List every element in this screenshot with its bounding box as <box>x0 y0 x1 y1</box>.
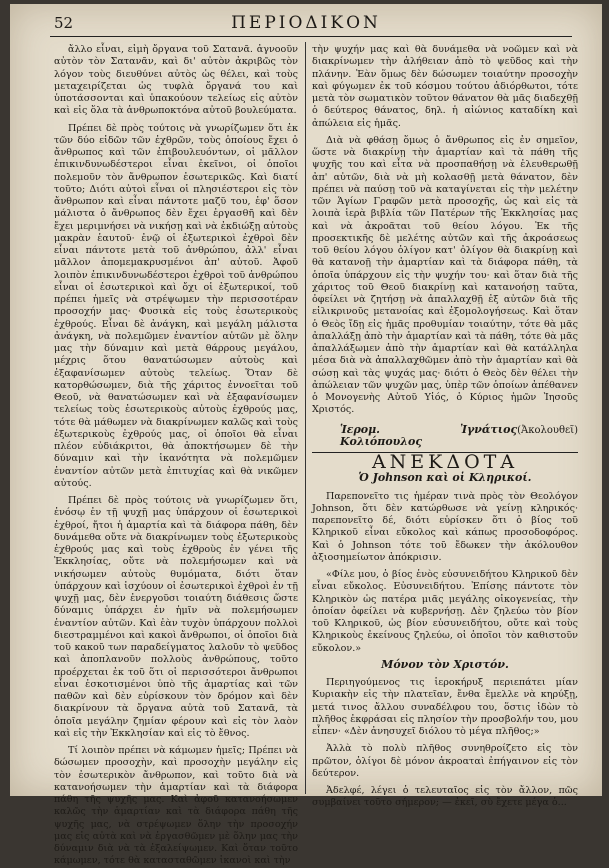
left-paragraph: Τί λοιπὸν πρέπει νὰ κάμωμεν ἡμεῖς; Πρέπει νὰ δώσωμεν προσοχὴν, καὶ προσοχὴν μεγάλην εἰς τὸν ἐσωτερικὸν ἄνθρωπον, καὶ τοῦτο διὰ νὰ κατανοήσωμεν τὴν ἁμαρτίαν καὶ τὰ διάφορα πάθη τῆς ψυχῆς μας. Καὶ ἀφοῦ κατανοήσωμεν καλῶς τὴν ἁμαρτίαν καὶ τὰ διάφορα πάθη τῆς ψυχῆς μας, νὰ στρέψωμεν ὅλην τὴν προσοχήν μας εἰς αὐτὰ καὶ νὰ ἐργασθῶμεν μὲ ὅλην μας τὴν δύναμιν διὰ νὰ τὰ ἐξαλείψωμεν. Καὶ ὅταν τοῦτο κάμωμεν, τότε θὰ κατασταθῶμεν ἱκανοὶ καὶ τὴν <box>54 745 298 867</box>
journal-title: ΠΕΡΙΟΔΙΚΟΝ <box>231 13 381 33</box>
anecdote-paragraph: Περιηγούμενος τις ἱεροκήρυξ περιεπάτει μίαν Κυριακὴν εἰς τὴν πλατεῖαν, ἔνθα ἔμελλε νὰ κηρύξῃ, μετά τινος ἄλλου συναδέλφου του, ὅστις ἰδὼν τὸ πλῆθος ἐκφράσαι εἰς πλησίον τὴν προσβολήν του, μου εἶπεν· «Δὲν ἀνησυχεῖ διόλου τὸ μέγα πλῆθος;» <box>312 677 578 737</box>
left-column <box>54 44 298 868</box>
anecdote-title: Ὁ Johnson καὶ οἱ Κληρικοί. <box>358 471 532 485</box>
left-paragraph: Πρέπει δὲ πρὸς τούτοις νὰ γνωρίζωμεν ὅτι, ἐνόσῳ ἐν τῇ ψυχῇ μας ὑπάρχουν οἱ ἐσωτερικοὶ ἐχθροί, ἤτοι ἡ ἁμαρτία καὶ τὰ διάφορα πάθη, δὲν δυνάμεθα οὔτε νὰ διακρίνωμεν τοὺς ἐξωτερικοὺς ἐχθρούς μας καὶ τοὺς ἐχθροὺς ἐν γένει τῆς Ἐκκλησίας, οὔτε νὰ πολεμήσωμεν καὶ νὰ νικήσωμεν αὐτοὺς θυμόματα, διότι ὅταν ὑπάρχουν καὶ ἰσχύουν οἱ ἐσωτερικοὶ ἐχθροὶ ἐν τῇ ψυχῇ μας, δὲν ἐνεργοῦσι τοιαύτη διάθεσις ὥστε δύναμις ὑπάρχει ἐν ἡμῖν νὰ πολεμήσωμεν ἐναντίον αὐτῶν. Καὶ ἐὰν τυχὸν ὑπάρχουν πολλοὶ διεστραμμένοι καὶ κακοὶ ἄνθρωποι, οἱ ὁποῖοι διὰ τοῦ κακοῦ των παραδείγματος λαλοῦν τὸ ψεῦδος καὶ ἀποπλανοῦν πολλοὺς ἀνθρώπους, τοῦτο προέρχεται ἐκ τοῦ ὅτι οἱ περισσότεροι ἄνθρωποι εἶναι ἐσκοτισμένοι ὑπὸ τῆς ἁμαρτίας καὶ τῶν παθῶν καὶ δὲν εὑρίσκουν τὸν δρόμον καὶ δὲν διακρίνουν τὰ ὄργανα αὐτὰ τοῦ Σατανᾶ, τὰ ὁποῖα μεγάλην ζημίαν φέρουν καὶ εἰς τὸν λαὸν καὶ εἰς τὴν Ἐκκλησίαν καὶ εἰς τὸ ἔθνος. <box>54 495 298 739</box>
section-heading: ΑΝΕΚΔΟΤΑ <box>371 451 519 473</box>
left-paragraph: Πρέπει δὲ πρὸς τούτοις νὰ γνωρίζωμεν ὅτι ἐκ τῶν δύο εἰδῶν τῶν ἐχθρῶν, τοὺς ὁποίους ἔχει ὁ ἄνθρωπος καὶ τῶν ἐπιβουλευόντων, οἱ μᾶλλον ἐπικινδυνωδέστεροι εἶναι ἐκεῖνοι, οἱ ὁποῖοι πολεμοῦν τὸν ἄνθρωπον ἐσωτερικῶς. Καὶ διατί τοῦτο; Διότι αὐτοὶ εἶναι οἱ πλησιέστεροι εἰς τὸν ἄνθρωπον καὶ εἶναι πάντοτε μαζῦ του, ἐφ' ὅσον μάλιστα ὁ ἄνθρωπος δὲν ἔχει ἐργασθῆ καὶ δὲν ἔχει μεριμνήσει νὰ νικήσῃ καὶ νὰ ἐκδιώξῃ αὐτοὺς μακρὰν ἑαυτοῦ· ἐνῷ οἱ ἐξωτερικοὶ ἐχθροὶ δὲν εἶναι πάντοτε μετὰ τοῦ ἀνθρώπου, ἀλλ' εἶναι μᾶλλον ἀπομεμακρυσμένοι ἀπ' αὐτοῦ. Ἀφοῦ λοιπὸν ἐπικινδυνωδέστεροι ἐχθροὶ τοῦ ἀνθρώπου εἶναι οἱ ἐσωτερικοὶ καὶ ὄχι οἱ ἐξωτερικοί, τοῦ πρέπει ἡμεῖς νὰ στρέψωμεν τὴν περισσοτέραν προσοχήν μας· Φυσικὰ εἰς τοὺς ἐσωτερικοὺς ἐχθρούς. Εἶναι δὲ ἀνάγκη, καὶ μεγάλη μάλιστα ἀνάγκη, νὰ πολεμῶμεν ἐναντίον αὐτῶν μὲ ὅλην μας τὴν δύναμιν καὶ μετὰ θάρρους μεγάλου, μέχρις ὅτου θανατώσωμεν αὐτοὺς καὶ ἐξαφανίσωμεν αὐτοὺς τελείως. Ὅταν δὲ κατορθώσωμεν, διὰ τῆς χάριτος ἐννοεῖται τοῦ Θεοῦ, νὰ θανατώσωμεν καὶ νὰ ἐξαφανίσωμεν τελείως τοὺς ἐσωτερικοὺς αὐτοὺς ἐχθρούς μας, τότε θὰ μάθωμεν νὰ διακρίνωμεν καλῶς καὶ τοὺς ἐξωτερικοὺς ἐχθρούς μας, οἱ ὁποῖοι θὰ εἶναι πλέον εὐδιάκριτοι, θὰ ἀποκτήσωμεν δὲ τὴν δύναμιν καὶ τὴν ἱκανότητα νὰ πολεμῶμεν ἐναντίον αὐτῶν μετὰ ἐπιτυχίας καὶ θὰ νικῶμεν αὐτούς. <box>54 122 298 489</box>
continued-note: (Ἀκολουθεῖ) <box>517 424 578 436</box>
right-paragraph: τὴν ψυχήν μας καὶ θὰ δυνάμεθα νὰ νοῶμεν καὶ νὰ διακρίνωμεν τὴν ἀλήθειαν ἀπὸ τὸ ψεῦδος καὶ τὴν πλάνην. Ἐὰν ὅμως δὲν δώσωμεν τοιαύτην προσοχὴν καὶ φύγωμεν ἐκ τοῦ κόσμου τούτου ἀδιόρθωτοι, τότε μετὰ τὸν σωματικὸν τοῦτον θάνατον θὰ μᾶς διαδεχθῇ ὁ δεύτερος θάνατος, δηλ. ἡ αἰώνιος καταδίκη καὶ ἀπώλεια εἰς ἡμᾶς. <box>312 44 578 129</box>
column-divider <box>305 42 306 794</box>
newspaper-page <box>10 4 602 867</box>
anecdote-paragraph: Ἀλλὰ τὸ πολὺ πλῆθος συνηθροίζετο εἰς τὸν πρῶτον, ὀλίγοι δὲ μόνον ἀκροαταὶ ἐπήγαινον εἰς τὸν δεύτερον. <box>312 743 578 779</box>
anecdote-paragraph: Ἀδελφέ, λέγει ὁ τελευταῖος εἰς τὸν ἄλλον, πῶς συμβαίνει τοῦτο σήμερον; — ἐκεῖ, σὺ ἔχετε μέγα ὁ... <box>312 785 578 809</box>
author-name: Ἱερομ. Ἰγνάτιος Κολιόπουλος <box>340 422 518 448</box>
article-signature <box>312 424 578 449</box>
anecdote-title: Μόνον τὸν Χριστόν. <box>381 657 509 671</box>
right-column <box>312 44 578 810</box>
anecdote-paragraph: «Φίλε μου, ὁ βίος ἑνὸς εὐσυνειδήτου Κληρικοῦ δὲν εἶναι εὔκολος. Εὐσυνειδήτου. Ἐπίσης πάντοτε τὸν Κληρικὸν ὡς πατέρα μιᾶς μεγάλης οἰκογενείας, τὴν ὁποίαν ὀφείλει νὰ κυβερνήσῃ. Δὲν ζηλεύω τὸν βίον τοῦ Κληρικοῦ, ὡς βίον εὐσυνειδήτου, οὔτε καὶ τοὺς Κληρικοὺς ἐκείνους ζηλεύω, οἱ ὁποῖοι τὸν καθιστοῦν εὔκολον.» <box>312 569 578 654</box>
page-header <box>10 4 602 38</box>
right-paragraph: Διὰ νὰ φθάσῃ ὅμως ὁ ἄνθρωπος εἰς ἐν σημεῖον, ὥστε νὰ διακρίνῃ τὴν ἁμαρτίαν καὶ τὰ πάθη τῆς ψυχῆς του καὶ εἶτα νὰ προσπαθήσῃ νὰ ἐλευθερωθῇ ἀπ' αὐτῶν, διὰ νὰ μὴ κολασθῇ μετὰ θάνατον, δὲν πρέπει νὰ παύσῃ τοῦ νὰ καταγίνεται εἰς τὴν μελέτην τῶν Ἁγίων Γραφῶν μετὰ προσοχῆς, ὡς καὶ εἰς τὰ λοιπὰ ἱερὰ βιβλία τῶν Πατέρων τῆς Ἐκκλησίας μας καὶ νὰ ἀκροᾶται τοῦ θείου λόγου. Ἐκ τῆς προσεκτικῆς δὲ μελέτης αὐτῶν καὶ τῆς ἀκροάσεως τοῦ θείου λόγου ὀλίγον κατ' ὀλίγον θὰ διακρίνῃ καὶ θὰ κατανοῇ τὴν ἁμαρτίαν καὶ τὰ διάφορα πάθη, τὰ ὁποῖα ὑπάρχουν εἰς τὴν ψυχήν του· καὶ ὅταν διὰ τῆς χάριτος τοῦ Θεοῦ διακρίνῃ καὶ κατανοήσῃ ταῦτα, ὀφείλει νὰ ζητήσῃ νὰ ἀπαλλαχθῇ ἐξ αὐτῶν διὰ τῆς εἰλικρινοῦς μετανοίας καὶ ἐξομολογήσεως. Καὶ ὅταν ὁ Θεὸς ἴδῃ εἰς ἡμᾶς προθυμίαν τοιαύτην, τότε θὰ μᾶς ἀπαλλάξῃ ἀπὸ τὴν ἁμαρτίαν καὶ τὰ πάθη, τότε θὰ μᾶς ἀπαλλάξωμεν ἀπὸ τὴν ἁμαρτίαν καὶ θὰ κατάλληλα μέσα διὰ νὰ ἀπαλλαχθῶμεν ἀπὸ τὴν ἁμαρτίαν καὶ θὰ σώσῃ καὶ τὰς ψυχάς μας· διότι ὁ Θεὸς δὲν θέλει τὴν ἀπώλειαν τῶν ψυχῶν μας, ὑπὲρ τῶν ὁποίων ἀπέθανεν ὁ Μονογενὴς Αὐτοῦ Υἱός, ὁ Κύριος ἡμῶν Ἰησοῦς Χριστός. <box>312 134 578 416</box>
left-paragraph: ἄλλο εἶναι, εἰμὴ ὄργανα τοῦ Σατανᾶ. ἀγνοοῦν αὐτὸν τὸν Σατανᾶν, καὶ δι' αὐτὸν ἀκριβῶς τὸν λόγον τοὺς διευθύνει αὐτὸς ὡς θέλει, καὶ τοὺς μεταχειρίζεται ὡς τυφλὰ ὄργανά του καὶ ὑποτάσσονται καὶ ὑπακούουν τελείως εἰς αὐτὸν καὶ εἰς ὅλα τὰ ἀνθρωποκτόνα αὐτοῦ βουλεύματα. <box>54 44 298 117</box>
header-rule <box>50 36 572 37</box>
anecdote-paragraph: Παρεπονεῖτο τις ἡμέραν τινὰ πρὸς τὸν Θεολόγον Johnson, ὅτι δὲν κατώρθωσε νὰ γείνῃ κληρικός· παρεπονεῖτο δέ, διότι εὑρίσκεν ὅτι ὁ βίος τοῦ Κληρικοῦ εἶναι εὔκολος καὶ κάπως προσοδοφόρος. Καὶ ὁ Johnson τότε τοῦ ἔδωκεν τὴν ἀκόλουθον ἀξιοσημείωτον ἀπόκρισιν. <box>312 490 578 563</box>
page-number: 52 <box>54 14 74 32</box>
